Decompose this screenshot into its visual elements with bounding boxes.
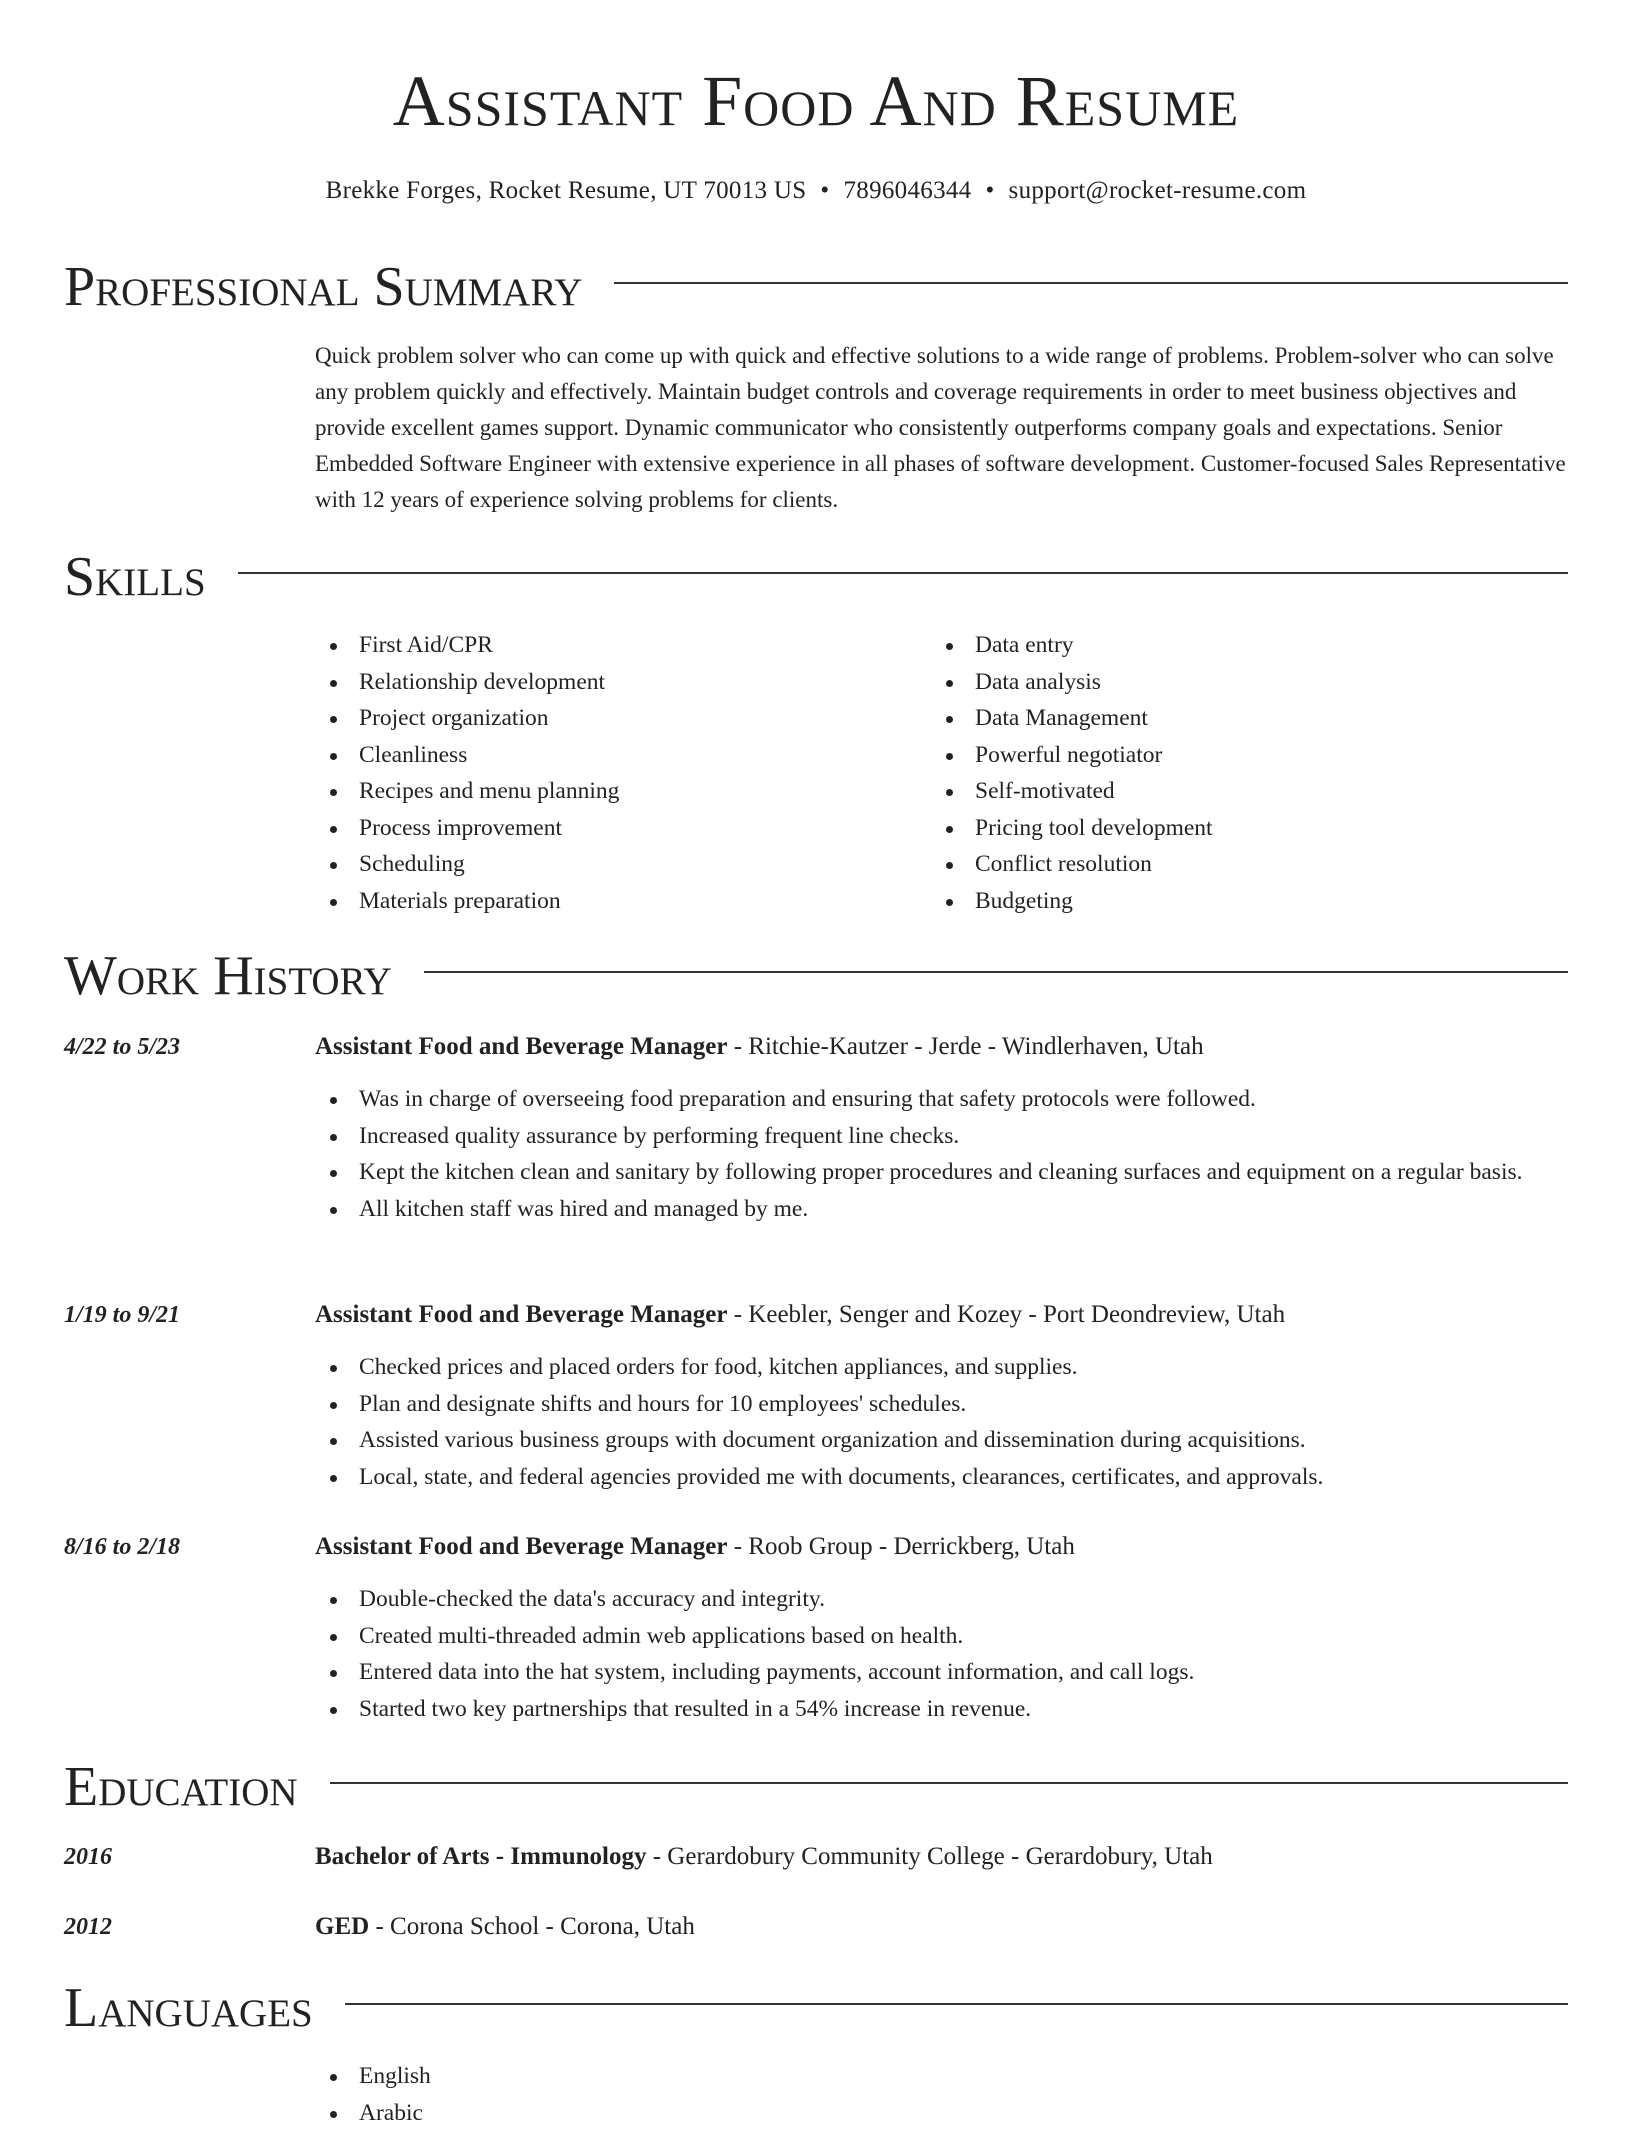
section-divider [424, 971, 1568, 973]
job-title-line [315, 1029, 1204, 1065]
job-bullet: Kept the kitchen clean and sanitary by following proper procedures and cleaning surfaces and equipment on a regular basis. [315, 1154, 1568, 1191]
skill-item: Data analysis [931, 664, 1531, 701]
job-bullet: Local, state, and federal agencies provided me with documents, clearances, certificates, and approvals. [315, 1459, 1568, 1496]
skill-item: Recipes and menu planning [315, 773, 915, 810]
skill-item: Process improvement [315, 810, 915, 847]
job-bullet: Was in charge of overseeing food preparation and ensuring that safety protocols were followed. [315, 1081, 1568, 1118]
contact-separator: • [820, 174, 829, 208]
education-title-line [315, 1909, 695, 1945]
job-bullet: Plan and designate shifts and hours for 10 employees' schedules. [315, 1386, 1568, 1423]
skill-item: Relationship development [315, 664, 915, 701]
job-bullet: Double-checked the data's accuracy and integrity. [315, 1581, 1568, 1618]
job-bullet: Assisted various business groups with document organization and dissemination during acquisitions. [315, 1422, 1568, 1459]
job-details: - Keebler, Senger and Kozey - Port Deondreview, Utah [727, 1301, 1285, 1328]
skill-item: Data Management [931, 700, 1531, 737]
job-bullet: Started two key partnerships that resulted in a 54% increase in revenue. [315, 1691, 1568, 1728]
languages-section-header [64, 1973, 1568, 2043]
job-bullets [315, 1581, 1568, 1727]
skills-list-left [315, 627, 915, 919]
education-details: - Corona School - Corona, Utah [369, 1913, 695, 1940]
section-divider [614, 282, 1568, 284]
skill-item: Pricing tool development [931, 810, 1531, 847]
job-date: 8/16 to 2/18 [64, 1529, 180, 1565]
job-details: - Ritchie-Kautzer - Jerde - Windlerhaven, Utah [727, 1033, 1203, 1060]
education-date: 2016 [64, 1839, 112, 1875]
skill-item: Budgeting [931, 883, 1531, 920]
section-divider [238, 572, 1568, 574]
education-section-header [64, 1752, 1568, 1822]
summary-section-header [64, 252, 1568, 322]
job-bullets [315, 1081, 1568, 1227]
contact-address: Brekke Forges, Rocket Resume, UT 70013 US [326, 177, 807, 204]
language-item: English [315, 2058, 915, 2095]
skill-item: Scheduling [315, 846, 915, 883]
job-title-line [315, 1529, 1075, 1565]
skill-item: Project organization [315, 700, 915, 737]
education-details: - Gerardobury Community College - Gerardobury, Utah [646, 1843, 1212, 1870]
resume-name: Assistant Food And Resume [0, 56, 1632, 146]
job-details: - Roob Group - Derrickberg, Utah [727, 1533, 1074, 1560]
skills-section-header [64, 542, 1568, 612]
skill-item: Materials preparation [315, 883, 915, 920]
summary-text: Quick problem solver who can come up with quick and effective solutions to a wide range of problems. Problem-solver who can solve any problem quickly and effectively. Maintain budget controls and coverage requirements in order to meet business objectives and provide excellent games support. Dynamic communicator who consistently outperforms company goals and expectations. Senior Embedded Software Engineer with extensive experience in all phases of software development. Customer-focused Sales Representative with 12 years of experience solving problems for clients. [315, 338, 1568, 518]
contact-separator: • [985, 174, 994, 208]
languages-list [315, 2058, 915, 2131]
skill-item: Conflict resolution [931, 846, 1531, 883]
education-entry [64, 1909, 1568, 1945]
job-bullet: Increased quality assurance by performing frequent line checks. [315, 1118, 1568, 1155]
languages-heading: Languages [64, 1973, 345, 2043]
job-bullet: Checked prices and placed orders for food, kitchen appliances, and supplies. [315, 1349, 1568, 1386]
job-date: 4/22 to 5/23 [64, 1029, 180, 1065]
job-title-line [315, 1297, 1285, 1333]
education-degree: Bachelor of Arts - Immunology [315, 1843, 646, 1870]
contact-phone: 7896046344 [843, 177, 971, 204]
work-heading: Work History [64, 941, 424, 1011]
skill-item: Powerful negotiator [931, 737, 1531, 774]
contact-line [0, 174, 1632, 208]
job-bullet: Created multi-threaded admin web applications based on health. [315, 1618, 1568, 1655]
job-bullet: Entered data into the hat system, including payments, account information, and call logs. [315, 1654, 1568, 1691]
job-bullets [315, 1349, 1568, 1495]
section-divider [345, 2003, 1568, 2005]
education-date: 2012 [64, 1909, 112, 1945]
job-title: Assistant Food and Beverage Manager [315, 1533, 727, 1560]
work-section-header [64, 941, 1568, 1011]
skill-item: Self-motivated [931, 773, 1531, 810]
language-item: Arabic [315, 2095, 915, 2131]
skill-item: Cleanliness [315, 737, 915, 774]
skills-list-right [931, 627, 1531, 919]
skills-heading: Skills [64, 542, 238, 612]
section-divider [330, 1782, 1568, 1784]
education-degree: GED [315, 1913, 369, 1940]
job-bullet: All kitchen staff was hired and managed by me. [315, 1191, 1568, 1228]
job-title: Assistant Food and Beverage Manager [315, 1301, 727, 1328]
skill-item: Data entry [931, 627, 1531, 664]
education-heading: Education [64, 1752, 330, 1822]
skill-item: First Aid/CPR [315, 627, 915, 664]
education-entry [64, 1839, 1568, 1875]
education-title-line [315, 1839, 1213, 1875]
contact-email: support@rocket-resume.com [1009, 177, 1307, 204]
summary-heading: Professional Summary [64, 252, 614, 322]
job-title: Assistant Food and Beverage Manager [315, 1033, 727, 1060]
job-date: 1/19 to 9/21 [64, 1297, 180, 1333]
